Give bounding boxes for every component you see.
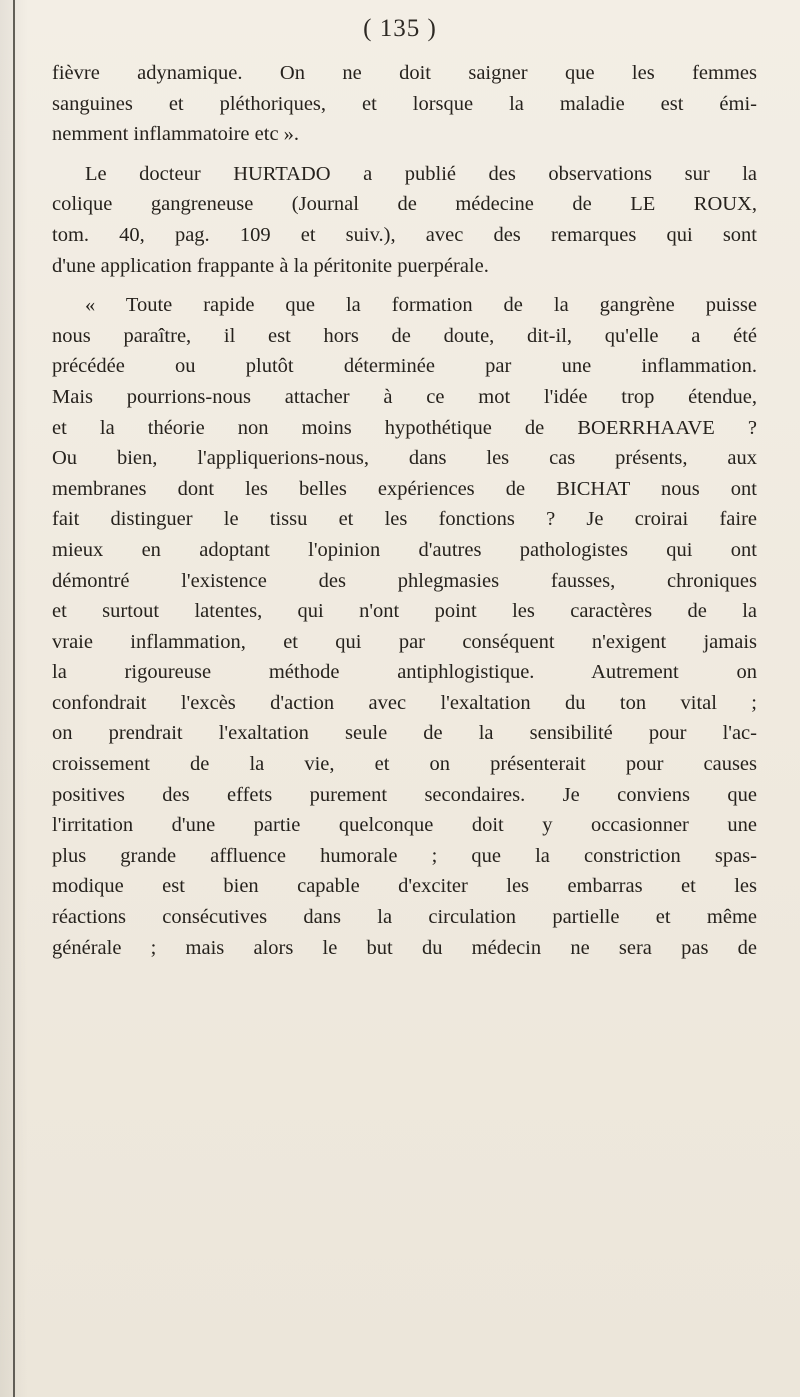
text-line: on prendrait l'exaltation seule de la sensibilité pour l'ac- xyxy=(52,722,757,745)
text-line: membranes dont les belles expériences de BICHAT nous ont xyxy=(52,477,757,500)
text-line: démontré l'existence des phlegmasies fausses, chroniques xyxy=(52,569,757,592)
page-number: ( 135 ) xyxy=(363,15,437,42)
body-text xyxy=(52,58,757,963)
text-line: sanguines et pléthoriques, et lorsque la maladie est émi- xyxy=(52,92,757,115)
text-line: Ou bien, l'appliquerions-nous, dans les cas présents, aux xyxy=(52,447,757,470)
text-line: plus grande affluence humorale ; que la constriction spas- xyxy=(52,844,757,867)
text-line: d'une application frappante à la péritonite puerpérale. xyxy=(52,254,489,277)
text-line: modique est bien capable d'exciter les embarras et les xyxy=(52,875,757,898)
text-line: et surtout latentes, qui n'ont point les caractères de la xyxy=(52,600,757,623)
text-line: l'irritation d'une partie quelconque doit y occasionner une xyxy=(52,814,757,837)
text-line: fait distinguer le tissu et les fonctions ? Je croirai faire xyxy=(52,508,757,531)
text-line: la rigoureuse méthode antiphlogistique. Autrement on xyxy=(52,661,757,684)
text-line: Le docteur HURTADO a publié des observations sur la xyxy=(85,162,757,185)
binding-edge xyxy=(13,0,15,1397)
text-line: colique gangreneuse (Journal de médecine de LE ROUX, xyxy=(52,193,757,216)
text-line: nemment inflammatoire etc ». xyxy=(52,123,300,146)
paragraph-gap xyxy=(52,281,757,290)
text-line: fièvre adynamique. On ne doit saigner que les femmes xyxy=(52,62,757,84)
text-line: positives des effets purement secondaires. Je conviens que xyxy=(52,783,757,806)
text-line: mieux en adoptant l'opinion d'autres pathologistes qui ont xyxy=(52,538,757,561)
text-line: Mais pourrions-nous attacher à ce mot l'idée trop étendue, xyxy=(52,385,757,408)
text-line: tom. 40, pag. 109 et suiv.), avec des remarques qui sont xyxy=(52,223,757,246)
text-line: générale ; mais alors le but du médecin ne sera pas de xyxy=(52,936,757,959)
text-line: réactions consécutives dans la circulation partielle et même xyxy=(52,906,757,929)
text-line: vraie inflammation, et qui par conséquent n'exigent jamais xyxy=(52,630,757,653)
text-line: confondrait l'excès d'action avec l'exaltation du ton vital ; xyxy=(52,691,757,714)
paragraph-gap xyxy=(52,150,757,159)
text-line: « Toute rapide que la formation de la gangrène puisse xyxy=(85,294,757,317)
text-line: et la théorie non moins hypothétique de BOERRHAAVE ? xyxy=(52,416,757,439)
text-line: croissement de la vie, et on présenterait pour causes xyxy=(52,753,757,776)
text-line: nous paraître, il est hors de doute, dit-il, qu'elle a été xyxy=(52,324,757,347)
text-line: précédée ou plutôt déterminée par une inflammation. xyxy=(52,355,757,378)
